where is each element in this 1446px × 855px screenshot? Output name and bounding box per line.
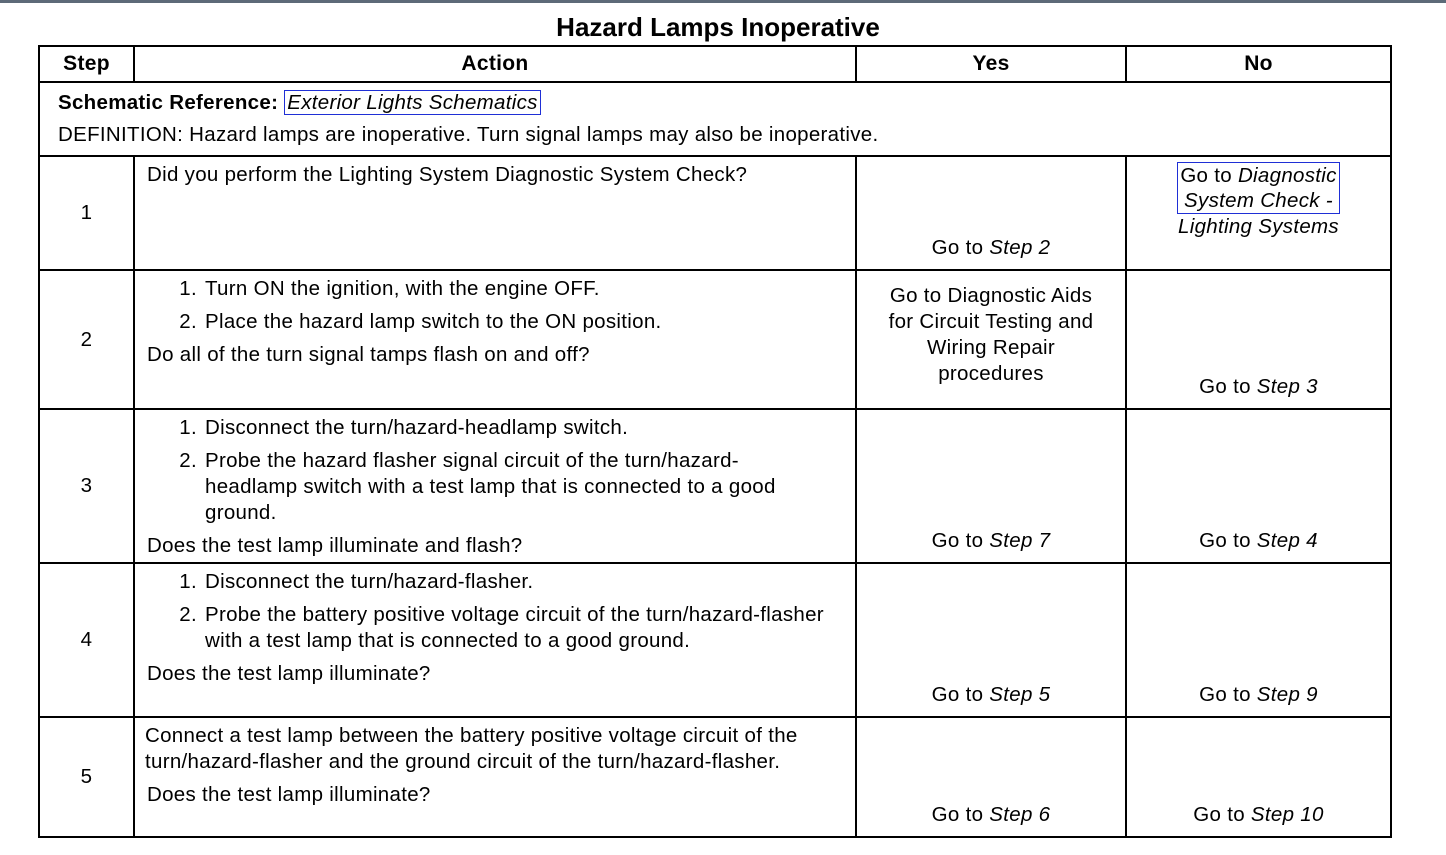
link-text-line-2: System Check - <box>1184 189 1333 212</box>
action-instruction: Connect a test lamp between the battery positive voltage circuit of the turn/hazard-flasher and the ground circuit of the turn/hazard-flasher. <box>145 724 798 773</box>
step-reference: Step 6 <box>989 803 1051 826</box>
table-row <box>39 270 1391 409</box>
go-to-text: Go to <box>931 236 984 259</box>
go-to-text: Go to <box>1199 529 1251 552</box>
action-cell <box>134 563 856 717</box>
header-action: Action <box>134 46 856 82</box>
page-title: Hazard Lamps Inoperative <box>556 12 880 42</box>
diagnostic-aids-text: Go to Diagnostic Aids for Circuit Testing and Wiring Repair procedures <box>888 284 1094 385</box>
yes-cell <box>856 563 1126 717</box>
no-cell <box>1126 717 1391 837</box>
exterior-lights-schematics-link[interactable]: Exterior Lights Schematics <box>284 90 540 115</box>
table-row <box>39 717 1391 837</box>
diagnostic-system-check-link[interactable] <box>1177 162 1339 214</box>
step-reference: Step 9 <box>1256 683 1318 706</box>
instruction-list <box>147 569 845 654</box>
step-number: 2 <box>39 270 134 409</box>
action-question: Does the test lamp illuminate and flash? <box>147 534 523 557</box>
step-number: 5 <box>39 717 134 837</box>
header-step: Step <box>39 46 134 82</box>
go-to-text: Go to <box>931 803 984 826</box>
table-row <box>39 409 1391 563</box>
action-question: Do all of the turn signal tamps flash on and off? <box>147 343 590 366</box>
no-cell <box>1126 563 1391 717</box>
header-yes: Yes <box>856 46 1126 82</box>
action-question: Does the test lamp illuminate? <box>147 662 431 685</box>
instruction-item: 2. Probe the hazard flasher signal circuit of the turn/hazard-headlamp switch with a test lamp that is connected to a good ground. <box>179 449 776 524</box>
reference-row <box>39 82 1391 156</box>
window-top-bar <box>0 0 1446 3</box>
table-row <box>39 563 1391 717</box>
action-cell <box>134 717 856 837</box>
definition-text: DEFINITION: Hazard lamps are inoperative. Turn signal lamps may also be inoperative. <box>58 123 879 146</box>
yes-cell <box>856 156 1126 270</box>
schematic-reference-label: Schematic Reference: <box>58 91 279 114</box>
step-number: 3 <box>39 409 134 563</box>
instruction-list <box>147 415 845 526</box>
go-to-text: Go to <box>1199 375 1251 398</box>
action-cell <box>134 156 856 270</box>
step-reference: Step 5 <box>989 683 1051 706</box>
no-cell <box>1126 270 1391 409</box>
go-to-text: Go to <box>1180 164 1232 187</box>
instruction-item: 1. Disconnect the turn/hazard-headlamp switch. <box>179 416 629 439</box>
no-cell <box>1126 156 1391 270</box>
action-cell <box>134 409 856 563</box>
go-to-text: Go to <box>1193 803 1245 826</box>
header-no: No <box>1126 46 1391 82</box>
instruction-item: 2. Place the hazard lamp switch to the ON position. <box>179 310 662 333</box>
table-row <box>39 156 1391 270</box>
step-reference: Step 10 <box>1250 803 1324 826</box>
step-reference: Step 4 <box>1256 529 1318 552</box>
link-text-line-3: Lighting Systems <box>1178 215 1339 238</box>
link-text-line-1: Diagnostic <box>1237 164 1337 187</box>
diagnostic-table <box>38 45 1392 838</box>
go-to-text: Go to <box>931 683 984 706</box>
reference-cell <box>39 82 1391 156</box>
step-number: 4 <box>39 563 134 717</box>
step-reference: Step 2 <box>989 236 1051 259</box>
action-cell <box>134 270 856 409</box>
step-number: 1 <box>39 156 134 270</box>
yes-cell <box>856 270 1126 409</box>
go-to-text: Go to <box>931 529 984 552</box>
instruction-item: 1. Disconnect the turn/hazard-flasher. <box>179 570 534 593</box>
instruction-list <box>147 276 845 335</box>
yes-cell <box>856 409 1126 563</box>
action-question: Did you perform the Lighting System Diagnostic System Check? <box>147 163 748 186</box>
instruction-item: 1. Turn ON the ignition, with the engine OFF. <box>179 277 600 300</box>
action-question: Does the test lamp illuminate? <box>147 783 431 806</box>
no-cell <box>1126 409 1391 563</box>
step-reference: Step 7 <box>989 529 1051 552</box>
go-to-text: Go to <box>1199 683 1251 706</box>
instruction-item: 2. Probe the battery positive voltage circuit of the turn/hazard-flasher with a test lamp that is connected to a good ground. <box>179 603 824 652</box>
yes-cell <box>856 717 1126 837</box>
header-row <box>39 46 1391 82</box>
step-reference: Step 3 <box>1256 375 1318 398</box>
